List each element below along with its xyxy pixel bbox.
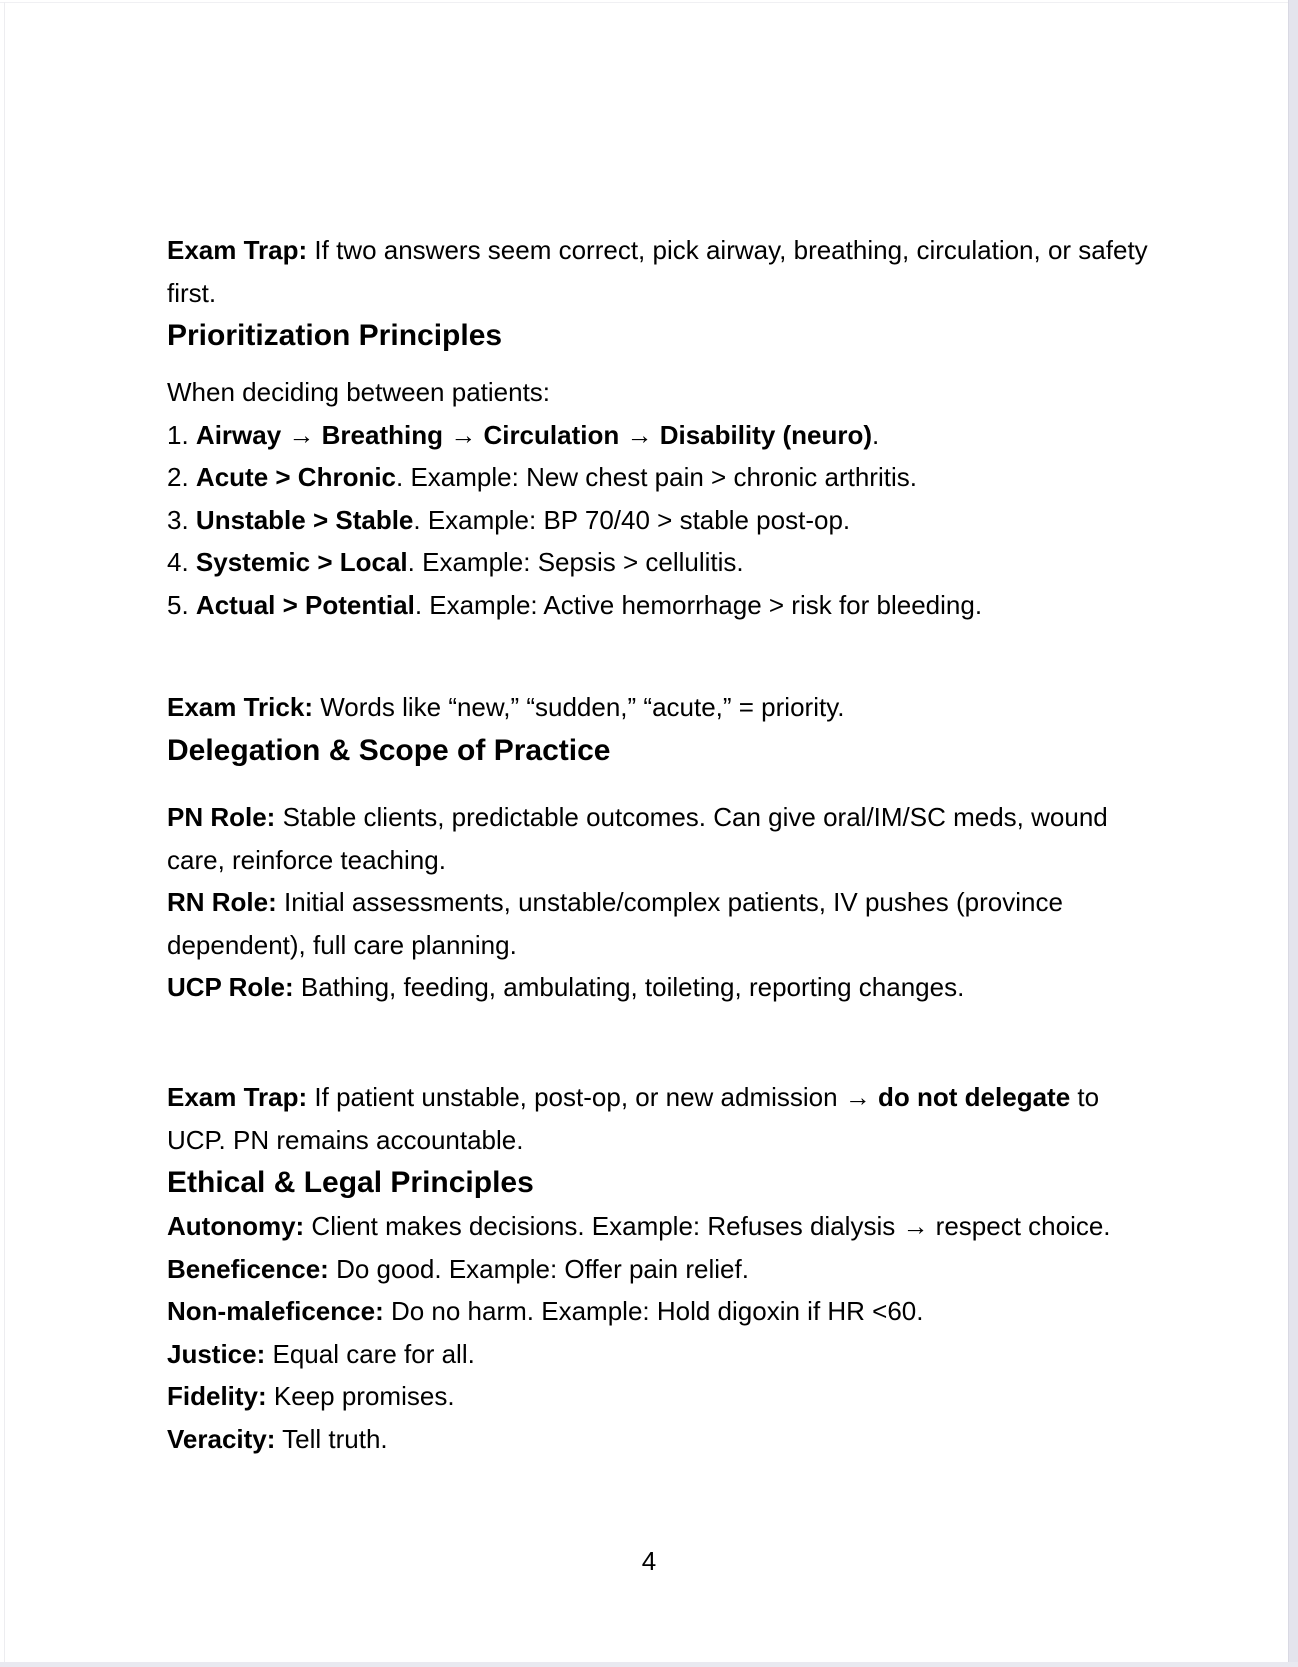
text-run: If patient unstable, post-op, or new admission → [307, 1082, 879, 1112]
text-run: → [442, 419, 484, 450]
text-run: Do no harm. Example: Hold digoxin if HR <60. [383, 1296, 924, 1326]
text-run: → [281, 419, 322, 450]
bold-run: Exam Trick: [167, 692, 313, 722]
text-run: Bathing, feeding, ambulating, toileting, reporting changes. [293, 972, 965, 1002]
bold-run: Beneficence: [167, 1253, 329, 1284]
list-item-5 [167, 584, 1207, 627]
text-run: to [1070, 1082, 1100, 1112]
page-edge-top [0, 2, 1298, 3]
role-line-ucp [167, 966, 1207, 1009]
text-run: Keep promises. [266, 1381, 455, 1411]
ethics-line-autonomy [167, 1205, 1207, 1248]
bold-run: Systemic > Local [195, 547, 408, 577]
text-run: → [619, 419, 660, 450]
bold-run: PN Role: [167, 802, 276, 832]
text-run: 4. [167, 547, 196, 577]
bold-run: Airway [195, 419, 282, 450]
text-run: . Example: BP 70/40 > stable post-op. [413, 504, 851, 535]
ethics-line-veracity [167, 1418, 1207, 1461]
list-item-2 [167, 456, 1207, 499]
section-heading-ethics: Ethical & Legal Principles [167, 1166, 534, 1199]
text-run: 5. [167, 589, 196, 620]
roles-list [167, 796, 1207, 1009]
text-run: Words like “new,” “sudden,” “acute,” = priority. [312, 692, 845, 722]
text-run: . Example: New chest pain > chronic arthritis. [396, 462, 917, 492]
bold-run: Justice: [167, 1338, 266, 1369]
bold-run: Veracity: [167, 1423, 276, 1454]
bold-run: Circulation [483, 419, 620, 450]
page-edge-bottom [0, 1662, 1298, 1667]
text-run: Tell truth. [275, 1423, 388, 1454]
text-run: UCP. PN remains accountable. [167, 1124, 524, 1155]
bold-run: do not delegate [878, 1082, 1071, 1112]
prioritization-intro [167, 371, 1207, 414]
bold-run: Exam Trap: [167, 235, 308, 265]
text-run: 1. [167, 419, 196, 450]
text-run: If two answers seem correct, pick airway, breathing, circulation, or safety [307, 235, 1148, 265]
text-run: 3. [167, 504, 196, 535]
bold-run: UCP Role: [167, 972, 294, 1002]
ethics-line-beneficence [167, 1248, 1207, 1291]
bold-run: Acute > Chronic [195, 462, 397, 492]
section-heading-delegation: Delegation & Scope of Practice [167, 734, 611, 767]
page-edge-left [4, 2, 5, 1665]
list-item-3 [167, 499, 1207, 542]
list-item-4 [167, 541, 1207, 584]
exam-trap-note-triage [167, 229, 1207, 314]
text-run: Equal care for all. [265, 1338, 475, 1369]
text-run: Stable clients, predictable outcomes. Can give oral/IM/SC meds, wound [275, 802, 1108, 832]
bold-run: Unstable > Stable [195, 504, 414, 535]
bold-run: Fidelity: [167, 1381, 267, 1411]
text-run: dependent), full care planning. [167, 929, 517, 960]
ethics-line-fidelity [167, 1375, 1207, 1418]
ethics-line-non-maleficence [167, 1290, 1207, 1333]
bold-run: Disability (neuro) [659, 419, 873, 450]
role-line-pn [167, 796, 1207, 881]
prioritization-list [167, 371, 1207, 626]
section-heading-prioritization: Prioritization Principles [167, 319, 503, 352]
exam-trap-note-delegation [167, 1076, 1207, 1161]
text-run: . [872, 419, 880, 450]
exam-trick-note [167, 686, 1207, 729]
bold-run: Autonomy: [167, 1211, 305, 1241]
role-line-rn [167, 881, 1207, 966]
text-run: Initial assessments, unstable/complex patients, IV pushes (province [276, 887, 1063, 917]
bold-run: RN Role: [167, 887, 277, 917]
list-item-1 [167, 414, 1207, 457]
ethics-line-justice [167, 1333, 1207, 1376]
text-run: 2. [167, 462, 196, 492]
text-run: When deciding between patients: [167, 377, 551, 407]
bold-run: Breathing [321, 419, 443, 450]
text-run: Do good. Example: Offer pain relief. [328, 1253, 749, 1284]
page-number: 4 [641, 1546, 657, 1576]
text-run: first. [167, 277, 217, 308]
text-run: . Example: Sepsis > cellulitis. [407, 547, 744, 577]
page-edge-right [1288, 0, 1298, 1667]
text-run: Client makes decisions. Example: Refuses dialysis → respect choice. [304, 1211, 1111, 1241]
text-run: . Example: Active hemorrhage > risk for bleeding. [414, 589, 983, 620]
text-run: care, reinforce teaching. [167, 844, 446, 875]
ethics-list [167, 1205, 1207, 1460]
bold-run: Actual > Potential [195, 589, 415, 620]
bold-run: Non-maleficence: [167, 1296, 384, 1326]
bold-run: Exam Trap: [167, 1082, 308, 1112]
